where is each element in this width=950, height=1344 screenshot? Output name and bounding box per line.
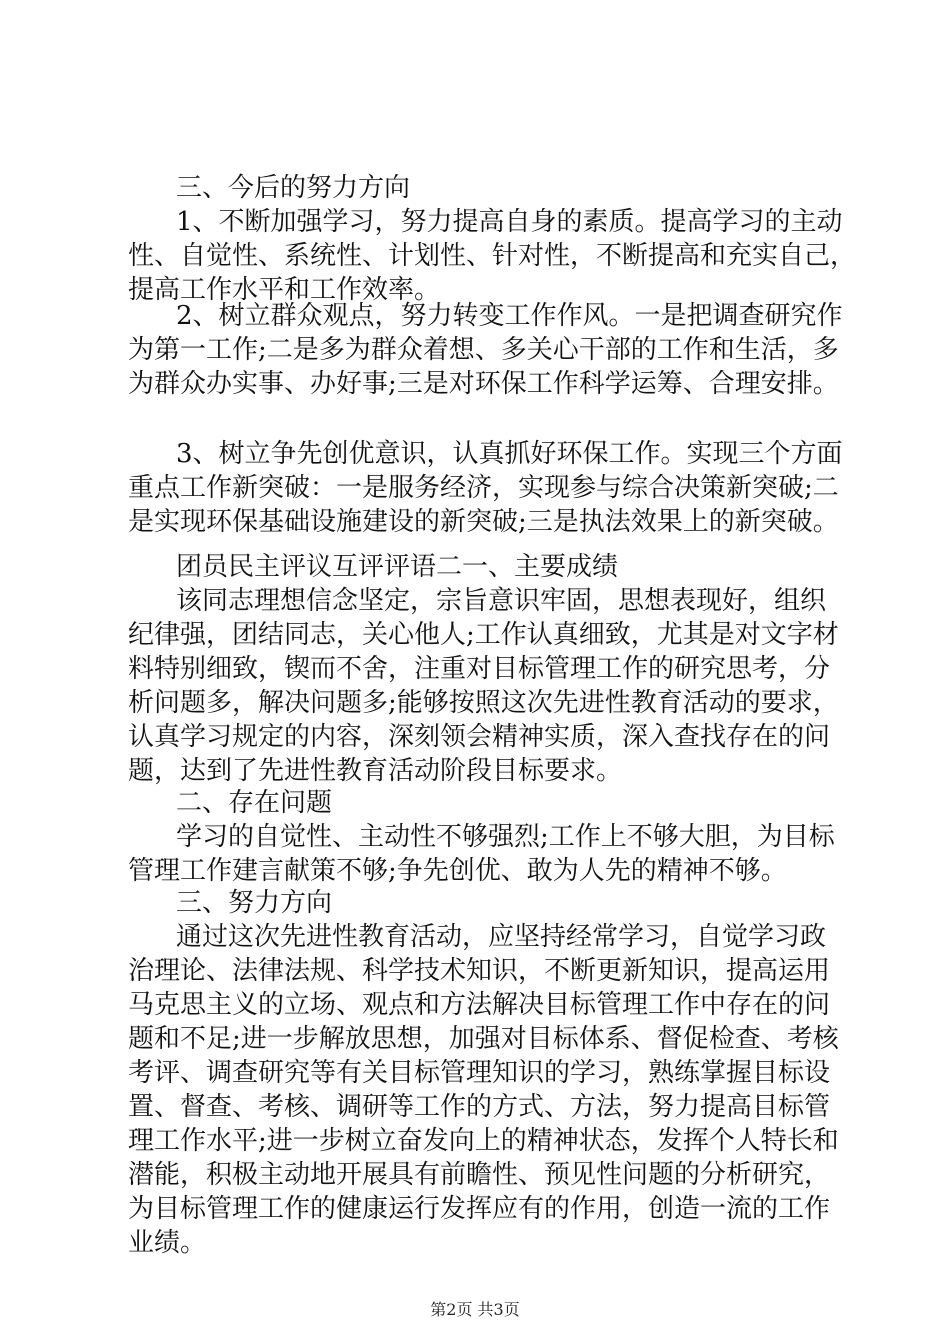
paragraph-line: 为目标管理工作的健康运行发挥应有的作用，创造一流的工作: [128, 1194, 831, 1224]
paragraph-line: 通过这次先进性教育活动，应坚持经常学习，自觉学习政: [176, 922, 827, 952]
paragraph-line: 治理论、法律法规、科学技术知识，不断更新知识，提高运用: [128, 956, 831, 986]
paragraph-line: 潜能，积极主动地开展具有前瞻性、预见性问题的分析研究，: [128, 1160, 831, 1190]
paragraph-line: 2、树立群众观点，努力转变工作作风。一是把调查研究作: [176, 301, 843, 331]
paragraph-line: 3、树立争先创优意识，认真抓好环保工作。实现三个方面: [176, 439, 843, 469]
paragraph-line: 析问题多，解决问题多;能够按照这次先进性教育活动的要求，: [128, 688, 839, 718]
paragraph-line: 管理工作建言献策不够;争先创优、敢为人先的精神不够。: [128, 856, 787, 886]
paragraph-line: 为群众办实事、办好事;三是对环保工作科学运筹、合理安排。: [128, 369, 839, 399]
paragraph-line: 为第一工作;二是多为群众着想、多关心干部的工作和生活，多: [128, 335, 839, 365]
paragraph-line: 学习的自觉性、主动性不够强烈;工作上不够大胆，为目标: [176, 822, 835, 852]
paragraph-line: 提高工作水平和工作效率。: [128, 275, 441, 305]
paragraph-line: 是实现环保基础设施建设的新突破;三是执法效果上的新突破。: [128, 507, 839, 537]
paragraph-line: 1、不断加强学习，努力提高自身的素质。提高学习的主动: [176, 207, 843, 237]
paragraph-line: 理工作水平;进一步树立奋发向上的精神状态，发挥个人特长和: [128, 1126, 839, 1156]
paragraph-line: 置、督查、考核、调研等工作的方式、方法，努力提高目标管: [128, 1092, 831, 1122]
page-number-footer: 第2页 共3页: [430, 1300, 520, 1319]
section-heading: 二、存在问题: [176, 788, 333, 818]
section-heading: 三、努力方向: [176, 888, 333, 918]
section-heading: 三、今后的努力方向: [176, 173, 411, 203]
paragraph-line: 考评、调查研究等有关目标管理知识的学习，熟练掌握目标设: [128, 1058, 831, 1088]
paragraph-line: 认真学习规定的内容，深刻领会精神实质，深入查找存在的问: [128, 722, 831, 752]
paragraph-line: 性、自觉性、系统性、计划性、针对性，不断提高和充实自己，: [128, 241, 857, 271]
section-heading: 团员民主评议互评评语二一、主要成绩: [176, 552, 619, 582]
paragraph-line: 料特别细致，锲而不舍，注重对目标管理工作的研究思考，分: [128, 654, 831, 684]
paragraph-line: 题，达到了先进性教育活动阶段目标要求。: [128, 756, 623, 786]
paragraph-line: 纪律强，团结同志，关心他人;工作认真细致，尤其是对文字材: [128, 620, 839, 650]
paragraph-line: 业绩。: [128, 1228, 207, 1258]
paragraph-line: 题和不足;进一步解放思想，加强对目标体系、督促检查、考核: [128, 1024, 839, 1054]
paragraph-line: 该同志理想信念坚定，宗旨意识牢固，思想表现好，组织: [176, 586, 827, 616]
paragraph-line: 马克思主义的立场、观点和方法解决目标管理工作中存在的问: [128, 990, 831, 1020]
paragraph-line: 重点工作新突破：一是服务经济，实现参与综合决策新突破;二: [128, 473, 839, 503]
